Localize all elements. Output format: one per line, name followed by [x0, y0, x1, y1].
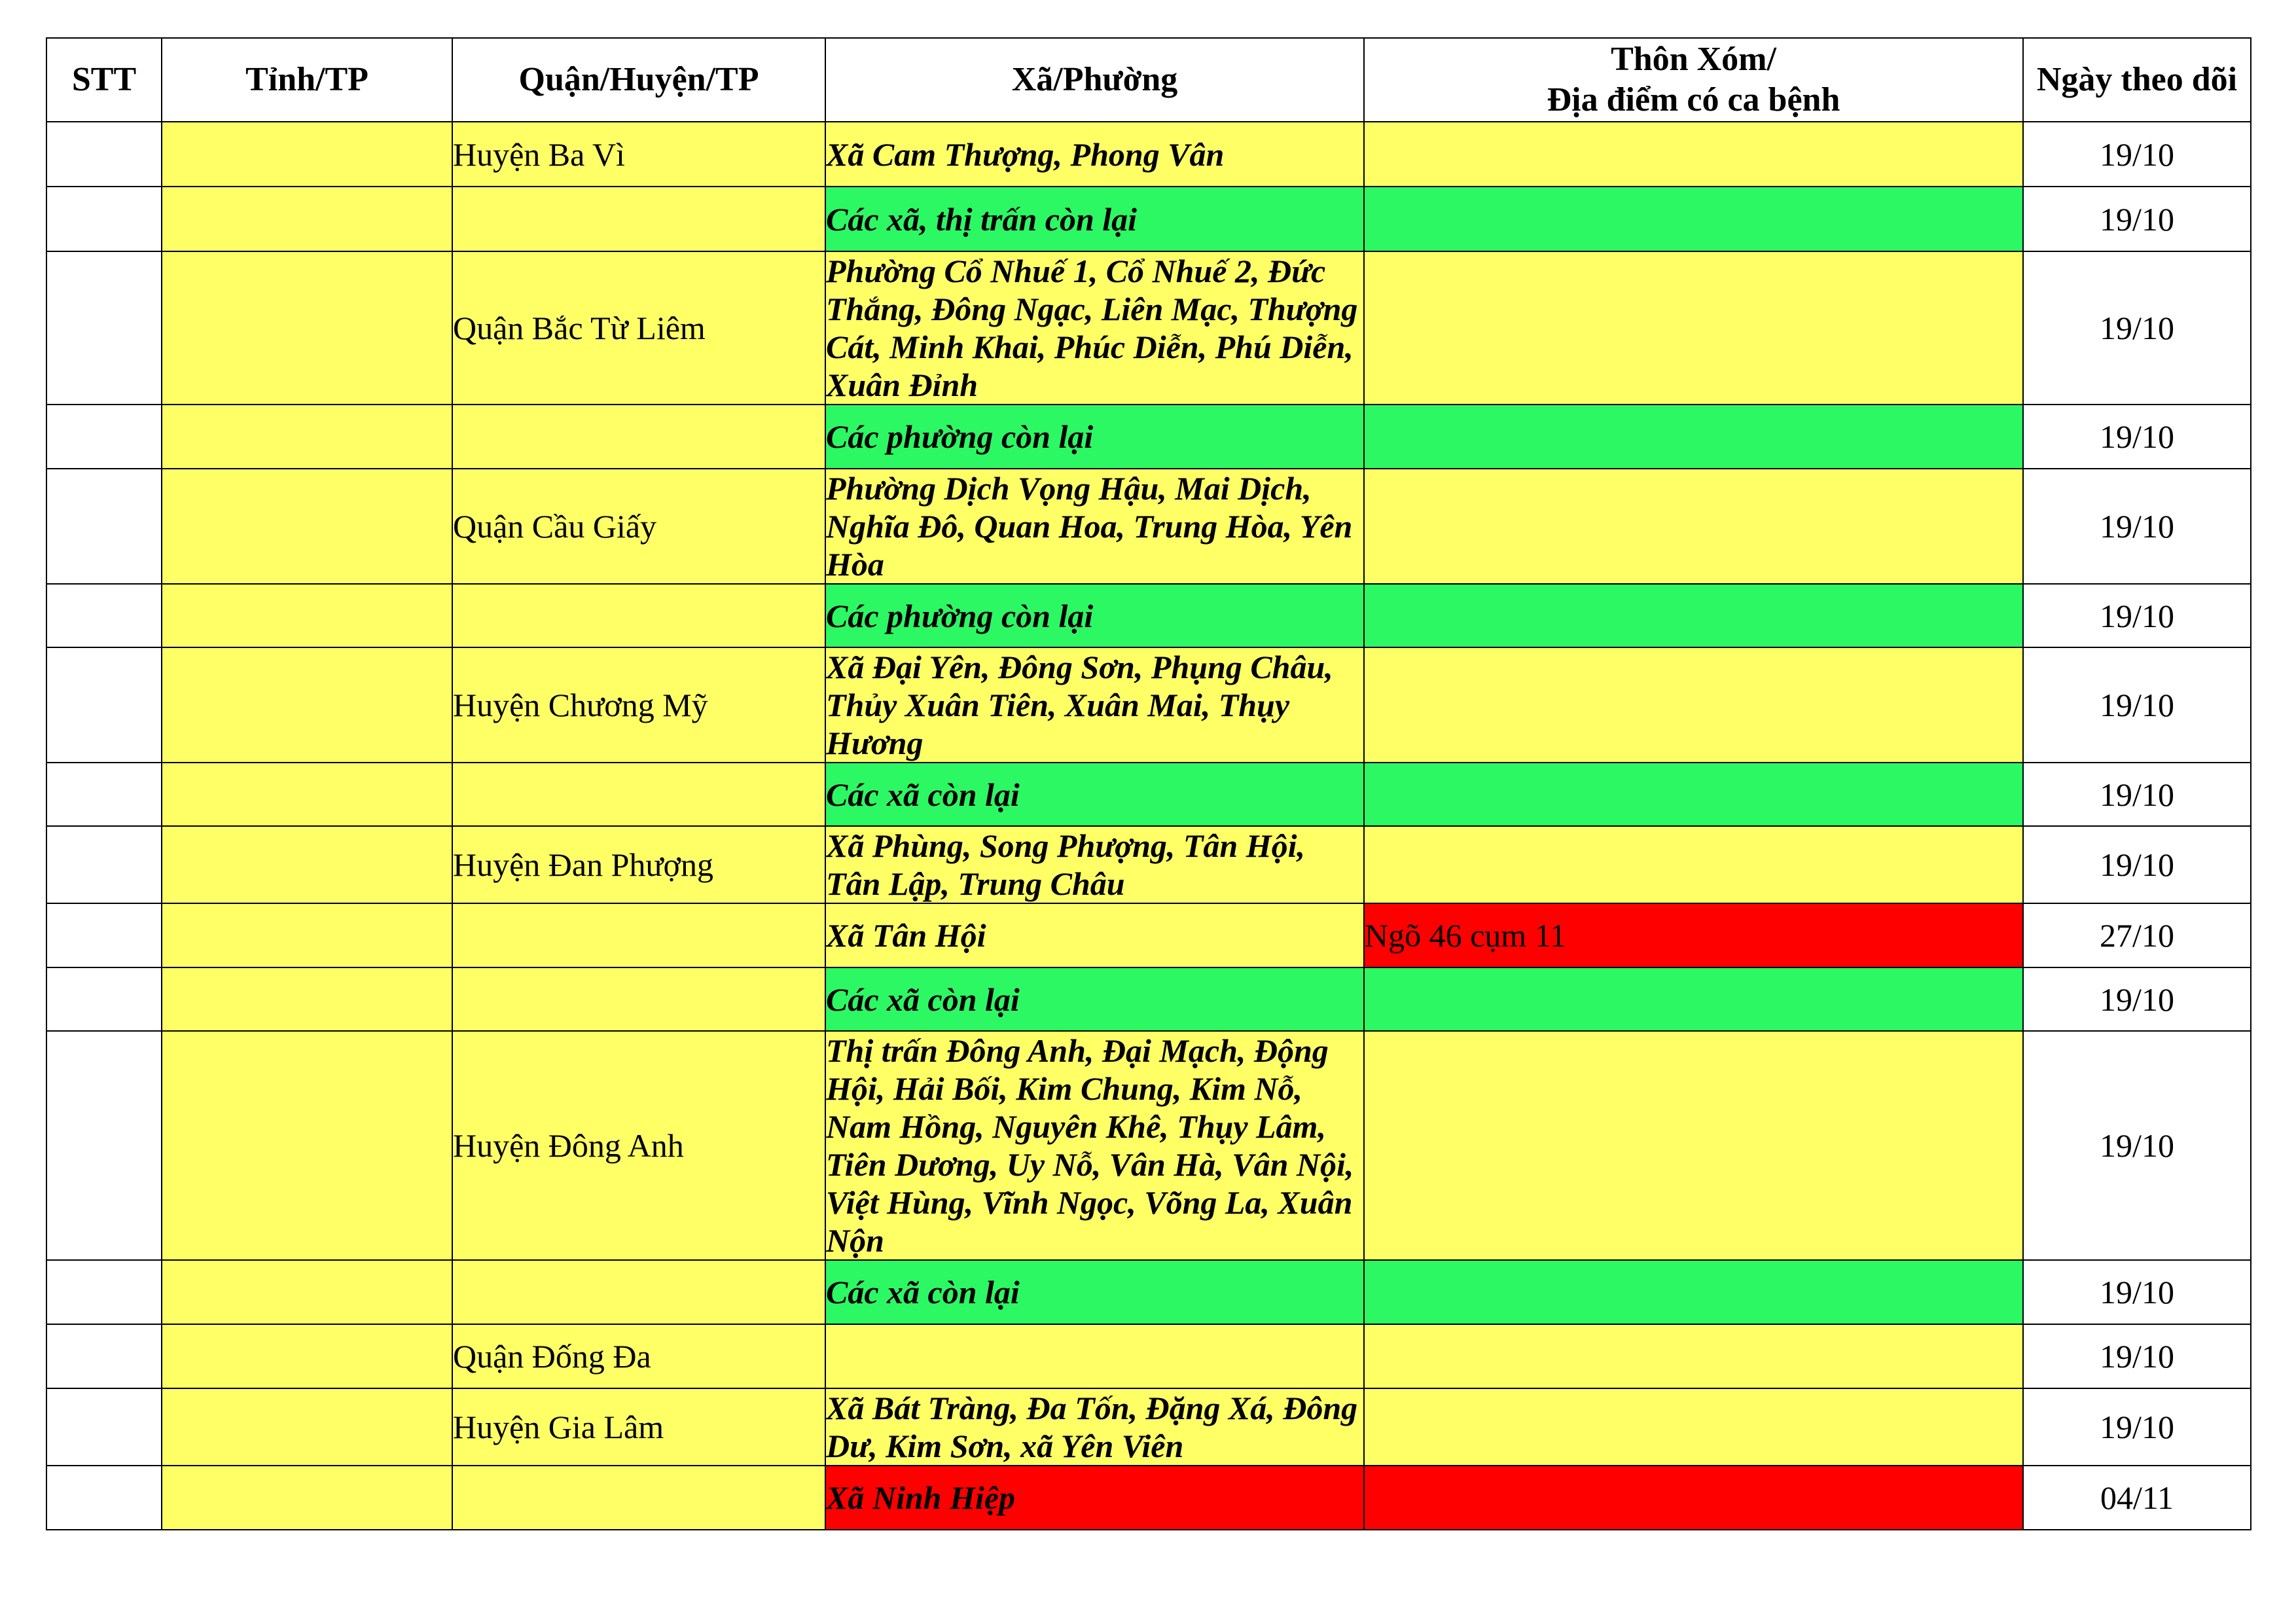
- table-row: [46, 1031, 2251, 1260]
- table-row: [46, 763, 2251, 826]
- table-row: [46, 469, 2251, 584]
- table-row: [46, 1324, 2251, 1388]
- table-row: [46, 122, 2251, 187]
- cell-thon: [1364, 584, 2023, 647]
- header-xa: Xã/Phường: [825, 38, 1364, 122]
- table-row: [46, 967, 2251, 1031]
- cell-xa: Các xã còn lại: [825, 967, 1364, 1031]
- header-thon: [1364, 38, 2023, 122]
- cell-stt: [46, 647, 162, 763]
- cell-quan: [452, 1260, 825, 1324]
- cell-ngay: 19/10: [2023, 469, 2251, 584]
- cell-tinh: [162, 584, 452, 647]
- cell-ngay: 19/10: [2023, 967, 2251, 1031]
- table-row: [46, 1260, 2251, 1324]
- cell-stt: [46, 251, 162, 405]
- cell-xa: Phường Cổ Nhuế 1, Cổ Nhuế 2, Đức Thắng, Đông Ngạc, Liên Mạc, Thượng Cát, Minh Khai, Phúc Diễn, Phú Diễn, Xuân Đỉnh: [825, 251, 1364, 405]
- cell-quan: [452, 584, 825, 647]
- table-row: [46, 584, 2251, 647]
- cell-tinh: [162, 1031, 452, 1260]
- header-stt: STT: [46, 38, 162, 122]
- cell-ngay: 19/10: [2023, 1388, 2251, 1466]
- cell-thon: [1364, 1260, 2023, 1324]
- cell-thon: [1364, 251, 2023, 405]
- cell-quan: [452, 405, 825, 469]
- cell-thon: [1364, 1031, 2023, 1260]
- cell-tinh: [162, 405, 452, 469]
- cell-tinh: [162, 251, 452, 405]
- cell-quan: Huyện Gia Lâm: [452, 1388, 825, 1466]
- cell-tinh: [162, 1388, 452, 1466]
- cell-stt: [46, 1260, 162, 1324]
- table-row: [46, 187, 2251, 251]
- cell-stt: [46, 1031, 162, 1260]
- cell-xa: Xã Tân Hội: [825, 903, 1364, 967]
- cell-stt: [46, 1388, 162, 1466]
- cell-thon: Ngõ 46 cụm 11: [1364, 903, 2023, 967]
- cell-tinh: [162, 967, 452, 1031]
- cell-stt: [46, 469, 162, 584]
- cell-tinh: [162, 1466, 452, 1530]
- cell-xa: [825, 1324, 1364, 1388]
- cell-thon: [1364, 647, 2023, 763]
- cell-ngay: 19/10: [2023, 584, 2251, 647]
- header-quan: Quận/Huyện/TP: [452, 38, 825, 122]
- header-thon-line2: Địa điểm có ca bệnh: [1547, 81, 1840, 118]
- cell-ngay: 19/10: [2023, 1260, 2251, 1324]
- cell-thon: [1364, 122, 2023, 187]
- header-thon-line1: Thôn Xóm/: [1611, 41, 1776, 78]
- cell-quan: [452, 903, 825, 967]
- cell-xa: Các xã còn lại: [825, 763, 1364, 826]
- cell-quan: Quận Đống Đa: [452, 1324, 825, 1388]
- header-tinh: Tỉnh/TP: [162, 38, 452, 122]
- cell-ngay: 19/10: [2023, 405, 2251, 469]
- cell-ngay: 19/10: [2023, 763, 2251, 826]
- table-row: [46, 647, 2251, 763]
- cell-xa: Phường Dịch Vọng Hậu, Mai Dịch, Nghĩa Đô, Quan Hoa, Trung Hòa, Yên Hòa: [825, 469, 1364, 584]
- cell-xa: Các phường còn lại: [825, 405, 1364, 469]
- table-row: [46, 251, 2251, 405]
- cell-quan: Huyện Đan Phượng: [452, 826, 825, 903]
- cell-thon: [1364, 763, 2023, 826]
- cell-quan: Huyện Đông Anh: [452, 1031, 825, 1260]
- cell-stt: [46, 122, 162, 187]
- cell-stt: [46, 405, 162, 469]
- cell-tinh: [162, 903, 452, 967]
- cell-stt: [46, 903, 162, 967]
- cell-ngay: 19/10: [2023, 122, 2251, 187]
- table-row: [46, 903, 2251, 967]
- cell-tinh: [162, 1260, 452, 1324]
- cell-xa: Xã Đại Yên, Đông Sơn, Phụng Châu, Thủy Xuân Tiên, Xuân Mai, Thụy Hương: [825, 647, 1364, 763]
- cell-stt: [46, 1466, 162, 1530]
- cell-xa: Xã Cam Thượng, Phong Vân: [825, 122, 1364, 187]
- cell-stt: [46, 1324, 162, 1388]
- cell-stt: [46, 763, 162, 826]
- cell-tinh: [162, 647, 452, 763]
- cell-ngay: 27/10: [2023, 903, 2251, 967]
- cell-ngay: 19/10: [2023, 251, 2251, 405]
- table-row: [46, 826, 2251, 903]
- cell-stt: [46, 584, 162, 647]
- cell-ngay: 19/10: [2023, 647, 2251, 763]
- cell-ngay: 19/10: [2023, 1324, 2251, 1388]
- cell-thon: [1364, 1388, 2023, 1466]
- cell-quan: Quận Bắc Từ Liêm: [452, 251, 825, 405]
- table-row: [46, 1388, 2251, 1466]
- cell-quan: Huyện Chương Mỹ: [452, 647, 825, 763]
- cell-tinh: [162, 1324, 452, 1388]
- cell-xa: Các xã còn lại: [825, 1260, 1364, 1324]
- cell-tinh: [162, 187, 452, 251]
- cell-tinh: [162, 826, 452, 903]
- cell-quan: Huyện Ba Vì: [452, 122, 825, 187]
- cell-ngay: 19/10: [2023, 187, 2251, 251]
- cell-thon: [1364, 469, 2023, 584]
- cell-ngay: 04/11: [2023, 1466, 2251, 1530]
- cell-ngay: 19/10: [2023, 826, 2251, 903]
- cell-tinh: [162, 469, 452, 584]
- cell-tinh: [162, 763, 452, 826]
- covid-risk-table: [46, 37, 2251, 1530]
- table-row: [46, 405, 2251, 469]
- cell-ngay: 19/10: [2023, 1031, 2251, 1260]
- cell-thon: [1364, 1324, 2023, 1388]
- cell-stt: [46, 967, 162, 1031]
- cell-thon: [1364, 967, 2023, 1031]
- cell-xa: Xã Ninh Hiệp: [825, 1466, 1364, 1530]
- cell-quan: [452, 1466, 825, 1530]
- table-row: [46, 1466, 2251, 1530]
- cell-quan: [452, 187, 825, 251]
- cell-xa: Thị trấn Đông Anh, Đại Mạch, Động Hội, Hải Bối, Kim Chung, Kim Nỗ, Nam Hồng, Nguyên Khê, Thụy Lâm, Tiên Dương, Uy Nỗ, Vân Hà, Vân Nội, Việt Hùng, Vĩnh Ngọc, Võng La, Xuân Nộn: [825, 1031, 1364, 1260]
- header-row: [46, 38, 2251, 122]
- cell-xa: Xã Phùng, Song Phượng, Tân Hội, Tân Lập, Trung Châu: [825, 826, 1364, 903]
- cell-xa: Các phường còn lại: [825, 584, 1364, 647]
- header-ngay: Ngày theo dõi: [2023, 38, 2251, 122]
- cell-xa: Xã Bát Tràng, Đa Tốn, Đặng Xá, Đông Dư, Kim Sơn, xã Yên Viên: [825, 1388, 1364, 1466]
- cell-stt: [46, 826, 162, 903]
- cell-quan: Quận Cầu Giấy: [452, 469, 825, 584]
- cell-xa: Các xã, thị trấn còn lại: [825, 187, 1364, 251]
- cell-thon: [1364, 187, 2023, 251]
- cell-tinh: [162, 122, 452, 187]
- cell-quan: [452, 763, 825, 826]
- cell-stt: [46, 187, 162, 251]
- cell-thon: [1364, 405, 2023, 469]
- cell-quan: [452, 967, 825, 1031]
- cell-thon: [1364, 1466, 2023, 1530]
- cell-thon: [1364, 826, 2023, 903]
